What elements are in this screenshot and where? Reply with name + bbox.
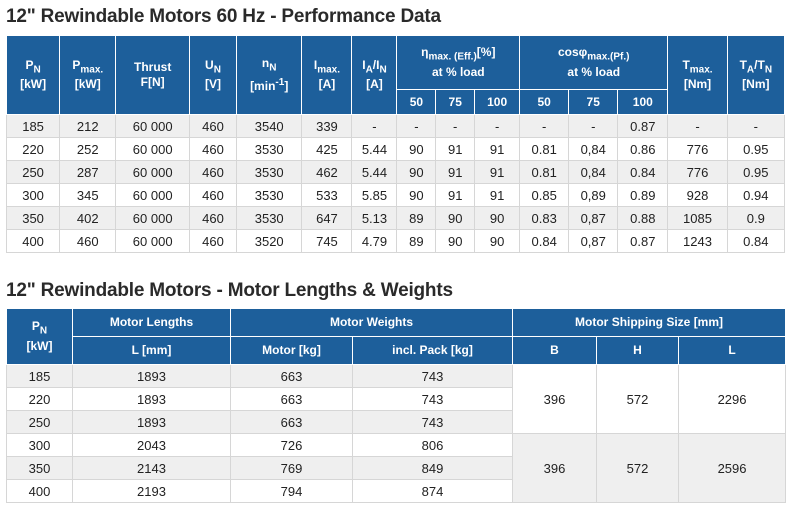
table-cell: 91 [436,138,475,161]
table-cell: 647 [302,207,352,230]
table-cell: 663 [231,388,353,411]
table-cell: 4.79 [352,230,397,253]
table-cell: 90 [475,207,520,230]
lengths-weights-table [6,308,786,503]
lw-col-header-l-mm: L [mm] [73,337,231,365]
col-header-pf-100: 100 [618,90,668,115]
table-cell: 460 [189,138,236,161]
lw-col-header-pn: $P_N$ [kW] [7,309,73,365]
col-header-pmax: $P_{max.}$ [kW] [60,36,116,115]
table-cell: 663 [231,365,353,388]
table-cell: 3530 [236,138,301,161]
table-cell: - [397,115,436,138]
table-cell: 533 [302,184,352,207]
table-cell: 90 [436,230,475,253]
table-cell: - [727,115,784,138]
table-cell: 0.95 [727,138,784,161]
table-cell: 0,84 [569,138,618,161]
table-cell: 425 [302,138,352,161]
table-cell: 460 [189,230,236,253]
table-cell: 60 000 [116,207,190,230]
table-cell: - [520,115,569,138]
table-cell: 462 [302,161,352,184]
table-cell: 874 [353,480,513,503]
table-cell: 400 [7,230,60,253]
table-cell: - [352,115,397,138]
table-cell: 3520 [236,230,301,253]
table-cell: 806 [353,434,513,457]
table-row [7,434,786,457]
table-cell: 90 [397,161,436,184]
table-cell: 250 [7,161,60,184]
col-header-un: $U_N$ [V] [189,36,236,115]
performance-title: 12" Rewindable Motors 60 Hz - Performance Data [6,6,441,27]
col-header-tmax: $T_{max.}$ [Nm] [668,36,727,115]
table-row [7,138,785,161]
table-cell: 185 [7,365,73,388]
table-cell: 0.81 [520,138,569,161]
table-cell: 252 [60,138,116,161]
table-cell: 1893 [73,365,231,388]
table-cell: 0.95 [727,161,784,184]
table-cell: - [436,115,475,138]
col-header-power-factor: cosφ$_{max.(Pf.)}$ at % load [520,36,668,90]
table-cell: 1893 [73,388,231,411]
table-row [7,365,786,388]
table-cell: 5.85 [352,184,397,207]
lw-col-header-l: L [679,337,786,365]
table-cell: 460 [189,161,236,184]
table-cell: 345 [60,184,116,207]
table-cell: 220 [7,138,60,161]
table-cell: 0.85 [520,184,569,207]
col-header-eff-100: 100 [475,90,520,115]
shipping-size-cell: 396 [513,434,597,503]
shipping-size-cell: 572 [597,434,679,503]
table-cell: 1893 [73,411,231,434]
table-cell: 89 [397,207,436,230]
lengths-weights-title: 12" Rewindable Motors - Motor Lengths & Weights [6,280,453,301]
table-cell: 91 [436,184,475,207]
table-cell: 663 [231,411,353,434]
table-cell: 60 000 [116,115,190,138]
table-cell: 794 [231,480,353,503]
table-cell: 0,87 [569,230,618,253]
col-header-ta-tn: $T_A/T_N$ [Nm] [727,36,784,115]
table-cell: 89 [397,230,436,253]
lw-col-header-motor-kg: Motor [kg] [231,337,353,365]
col-header-nn: $n_N$ $[\min^{-1}]$ [236,36,301,115]
table-cell: 1085 [668,207,727,230]
table-cell: 743 [353,388,513,411]
table-cell: - [475,115,520,138]
col-header-pn: $P_N$ [kW] [7,36,60,115]
table-cell: 2143 [73,457,231,480]
table-row [7,230,785,253]
table-cell: 0.94 [727,184,784,207]
col-header-thrust: Thrust F[N] [116,36,190,115]
col-header-ia-in: $I_A/I_N$ [A] [352,36,397,115]
table-cell: 3530 [236,207,301,230]
table-cell: 60 000 [116,161,190,184]
table-cell: 0.83 [520,207,569,230]
table-cell: 0.89 [618,184,668,207]
table-cell: 3540 [236,115,301,138]
table-cell: 745 [302,230,352,253]
table-cell: 250 [7,411,73,434]
table-cell: 1243 [668,230,727,253]
col-header-efficiency: $\eta_{max. (Eff.)}[\%]$ at % load [397,36,520,90]
col-header-eff-75: 75 [436,90,475,115]
table-cell: 2043 [73,434,231,457]
table-cell: 743 [353,365,513,388]
table-row [7,115,785,138]
table-cell: 0.86 [618,138,668,161]
table-cell: 60 000 [116,138,190,161]
table-cell: 90 [397,184,436,207]
table-cell: 0.84 [727,230,784,253]
table-cell: 0,87 [569,207,618,230]
shipping-size-cell: 572 [597,365,679,434]
table-cell: 339 [302,115,352,138]
table-cell: 91 [436,161,475,184]
table-cell: 91 [475,138,520,161]
table-cell: 3530 [236,184,301,207]
table-cell: - [668,115,727,138]
table-cell: 90 [436,207,475,230]
col-header-pf-50: 50 [520,90,569,115]
table-cell: 0.81 [520,161,569,184]
table-cell: 460 [189,207,236,230]
table-cell: 5.44 [352,138,397,161]
table-cell: 300 [7,184,60,207]
lw-col-header-b: B [513,337,597,365]
table-cell: 0.88 [618,207,668,230]
table-cell: 220 [7,388,73,411]
table-cell: 5.13 [352,207,397,230]
table-cell: 3530 [236,161,301,184]
col-header-pf-75: 75 [569,90,618,115]
col-header-imax: $I_{max.}$ [A] [302,36,352,115]
table-cell: 350 [7,207,60,230]
table-cell: 60 000 [116,184,190,207]
lw-col-header-h: H [597,337,679,365]
table-cell: 0.87 [618,230,668,253]
table-row [7,161,785,184]
table-cell: - [569,115,618,138]
lw-col-header-motor-weights: Motor Weights [231,309,513,337]
table-cell: 400 [7,480,73,503]
lw-col-header-shipping-size: Motor Shipping Size [mm] [513,309,786,337]
table-cell: 0.87 [618,115,668,138]
table-cell: 0.84 [520,230,569,253]
table-cell: 2193 [73,480,231,503]
table-cell: 0.9 [727,207,784,230]
performance-table [6,35,785,253]
table-cell: 300 [7,434,73,457]
table-cell: 726 [231,434,353,457]
table-cell: 60 000 [116,230,190,253]
table-cell: 0,89 [569,184,618,207]
table-cell: 185 [7,115,60,138]
table-cell: 5.44 [352,161,397,184]
table-cell: 287 [60,161,116,184]
table-cell: 0,84 [569,161,618,184]
table-cell: 212 [60,115,116,138]
table-cell: 91 [475,161,520,184]
col-header-eff-50: 50 [397,90,436,115]
table-cell: 90 [475,230,520,253]
shipping-size-cell: 2596 [679,434,786,503]
table-cell: 350 [7,457,73,480]
lw-col-header-motor-lengths: Motor Lengths [73,309,231,337]
shipping-size-cell: 396 [513,365,597,434]
lw-col-header-incl-pack: incl. Pack [kg] [353,337,513,365]
table-row [7,207,785,230]
table-cell: 460 [189,184,236,207]
table-cell: 769 [231,457,353,480]
table-cell: 776 [668,161,727,184]
table-cell: 402 [60,207,116,230]
table-cell: 849 [353,457,513,480]
table-cell: 90 [397,138,436,161]
table-cell: 776 [668,138,727,161]
table-cell: 928 [668,184,727,207]
table-cell: 460 [189,115,236,138]
table-cell: 0.84 [618,161,668,184]
table-cell: 91 [475,184,520,207]
table-cell: 460 [60,230,116,253]
shipping-size-cell: 2296 [679,365,786,434]
table-cell: 743 [353,411,513,434]
table-row [7,184,785,207]
